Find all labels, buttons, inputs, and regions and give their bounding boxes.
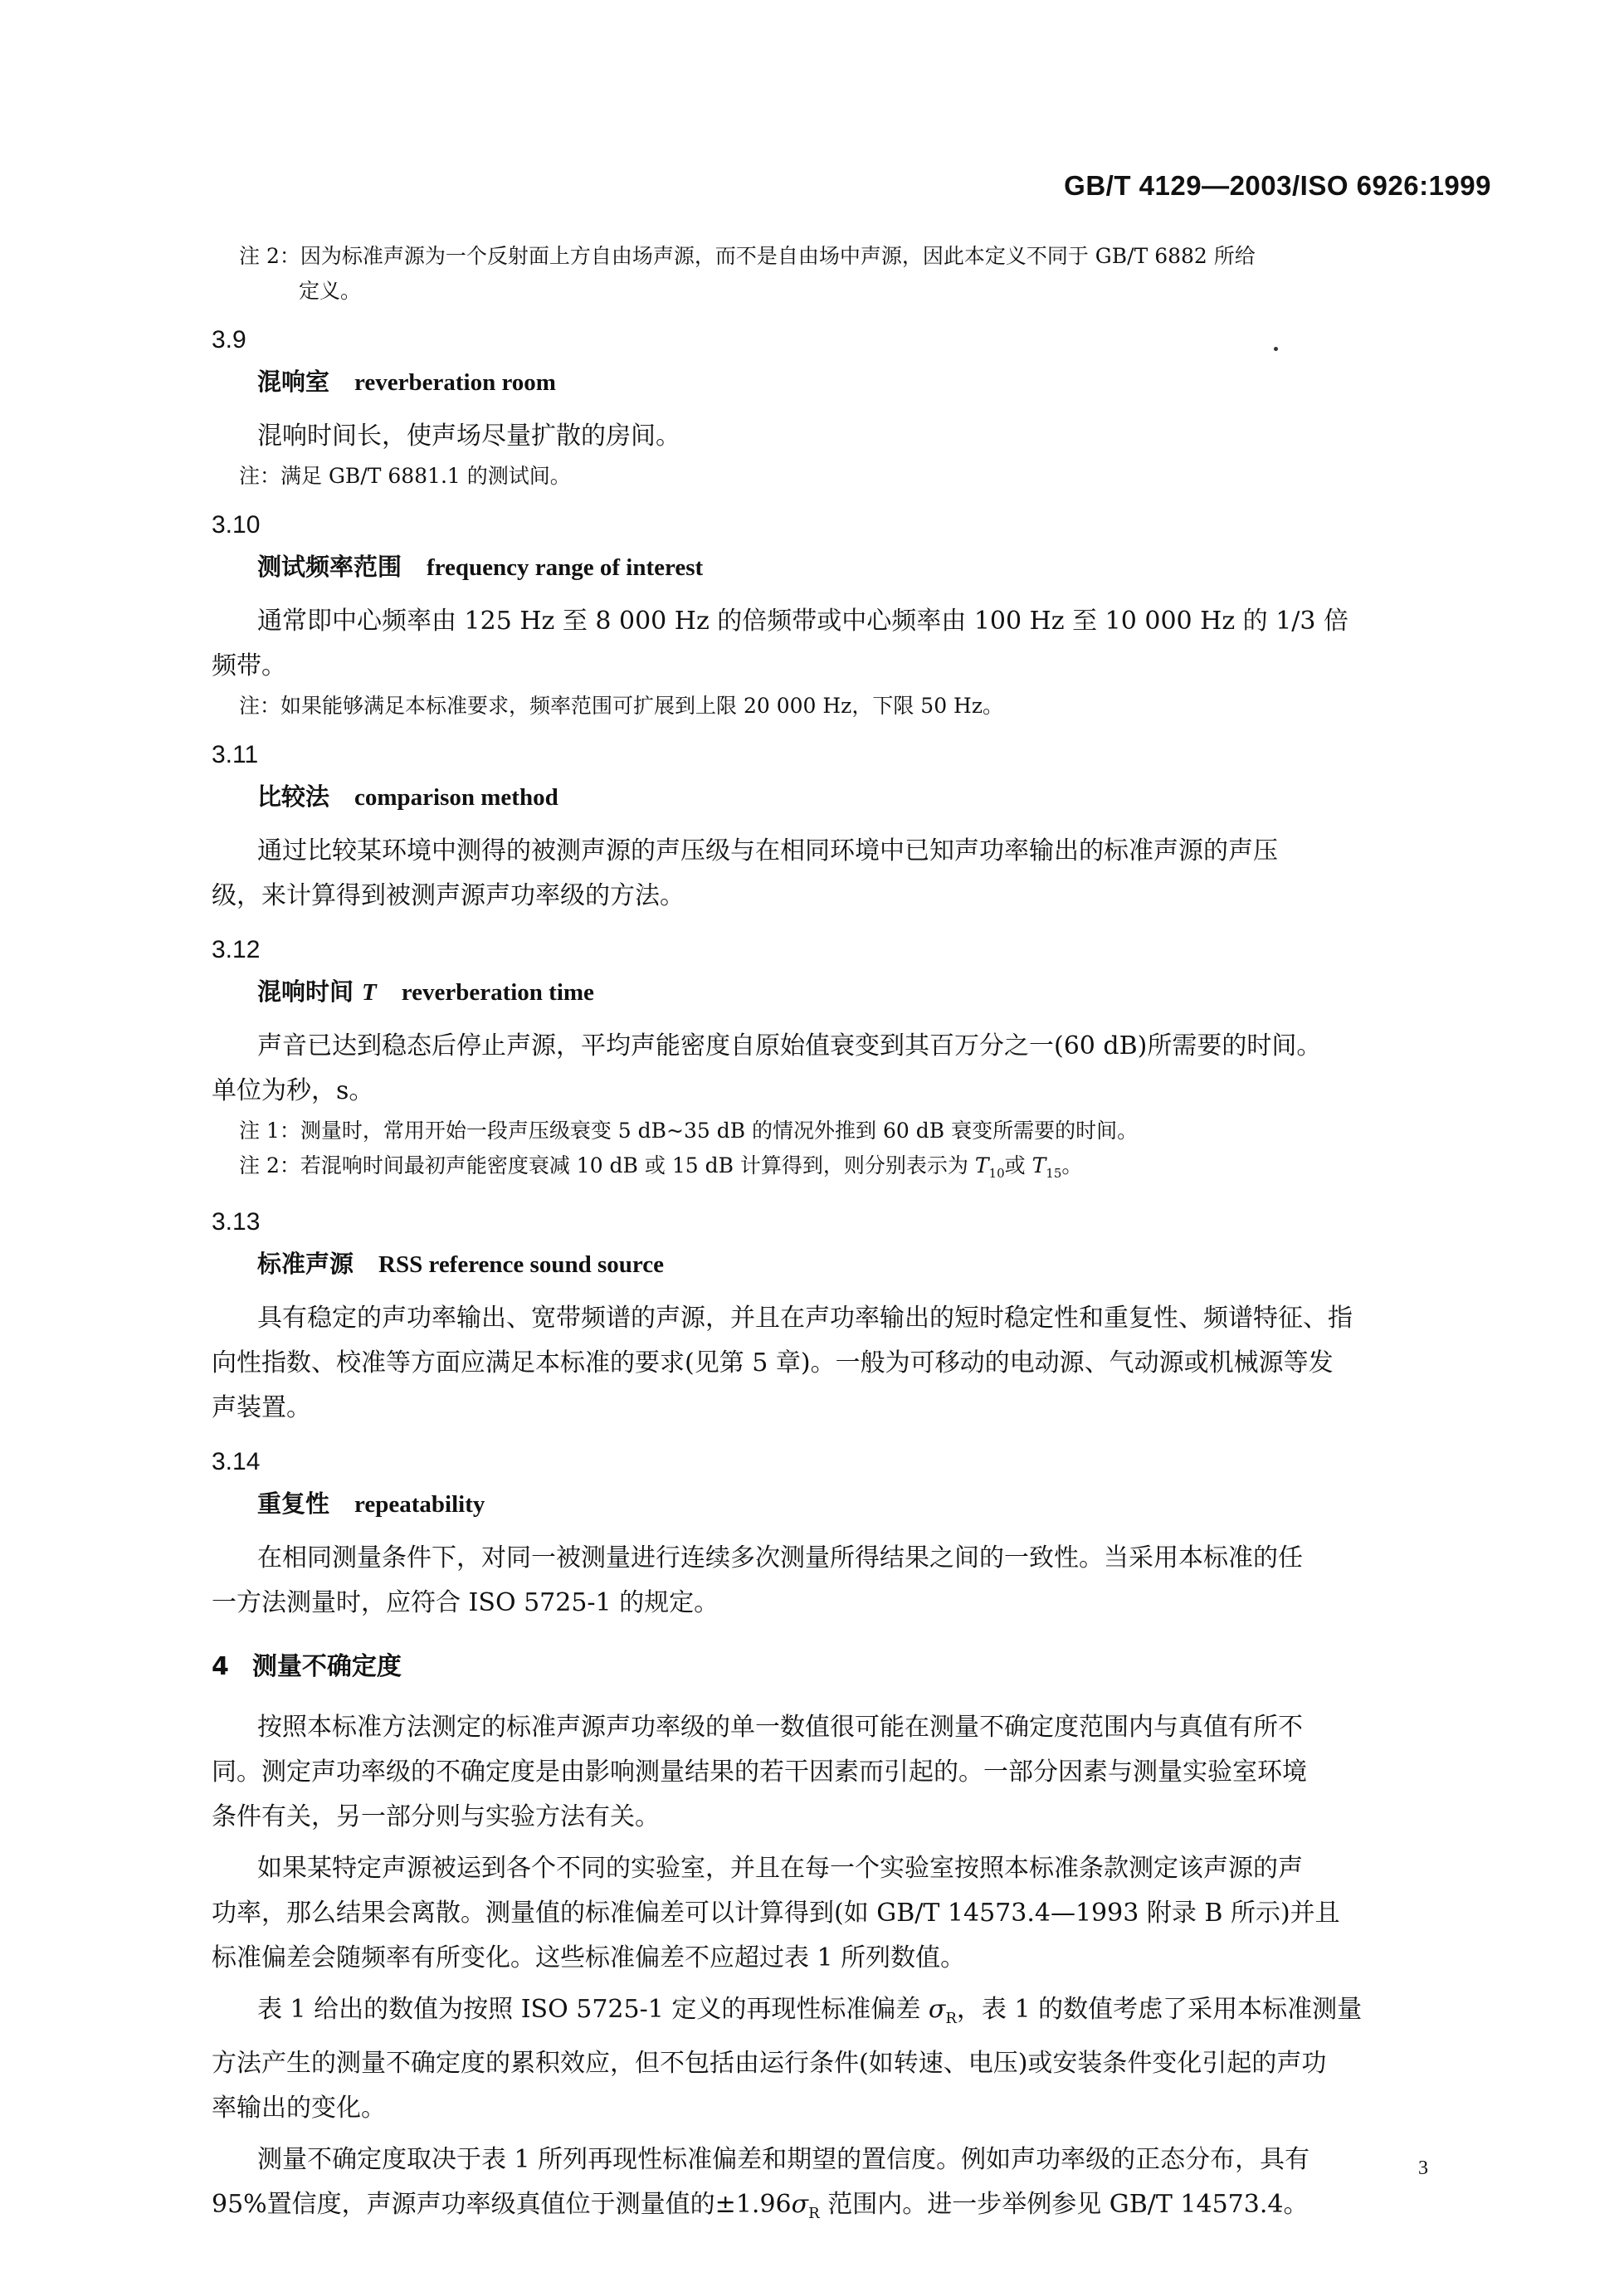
paragraph-line: 功率，那么结果会离散。测量值的标准偏差可以计算得到(如 GB/T 14573.4—1993 附录 B 所示)并且 [212, 1899, 1340, 1928]
term-heading [257, 552, 1498, 583]
paragraph-line: 条件有关，另一部分则与实验方法有关。 [212, 1802, 660, 1831]
clause-number: 3.9 [212, 326, 246, 353]
term-zh: 混响时间 [257, 978, 354, 1006]
paragraph-line [212, 2182, 1498, 2236]
note-text: 。 [1061, 1153, 1083, 1177]
note-2-top [239, 239, 1498, 309]
subscript: 15 [1046, 1166, 1062, 1181]
note: 注：满足 GB/T 6881.1 的测试间。 [239, 464, 571, 488]
text: 范围内。进一步举例参见 GB/T 14573.4。 [819, 2190, 1309, 2219]
term-en: comparison method [354, 784, 558, 811]
subscript: R [945, 2010, 957, 2027]
paragraph-line: 方法产生的测量不确定度的累积效应，但不包括由运行条件(如转速、电压)或安装条件变化引起的声功 [212, 2049, 1327, 2078]
clause-number: 3.10 [212, 511, 261, 539]
note-text: 因为标准声源为一个反射面上方自由场声源，而不是自由场中声源，因此本定义不同于 GB/T 6882 所给 [300, 244, 1256, 268]
note: 注：如果能够满足本标准要求，频率范围可扩展到上限 20 000 Hz，下限 50 Hz。 [239, 694, 1004, 718]
note-2 [239, 1148, 1498, 1191]
paragraph-line [212, 1987, 1498, 2041]
main-content [212, 239, 1498, 2236]
section-title: 测量不确定度 [251, 1652, 402, 1681]
clause-number: 3.12 [212, 936, 261, 963]
term-zh: 标准声源 [257, 1250, 354, 1278]
term-en: repeatability [354, 1491, 485, 1518]
definition-line: 通常即中心频率由 125 Hz 至 8 000 Hz 的倍频带或中心频率由 100 Hz 至 10 000 Hz 的 1/3 倍 [257, 607, 1349, 636]
definition-line: 频带。 [212, 651, 286, 680]
text: 表 1 给出的数值为按照 ISO 5725-1 定义的再现性标准偏差 [257, 1995, 929, 2024]
text: 95%置信度，声源声功率级真值位于测量值的±1.96 [212, 2190, 792, 2219]
symbol-t: T [974, 1153, 989, 1177]
subscript: 10 [988, 1166, 1005, 1181]
sigma-symbol: σ [928, 1995, 946, 2024]
text: ，表 1 的数值考虑了采用本标准测量 [956, 1995, 1363, 2024]
term-en: RSS reference sound source [378, 1251, 664, 1278]
definition: 混响时间长，使声场尽量扩散的房间。 [257, 422, 680, 451]
definition-line: 一方法测量时，应符合 ISO 5725-1 的规定。 [212, 1588, 719, 1617]
page-number: 3 [1418, 2157, 1428, 2179]
definition-line: 具有稳定的声功率输出、宽带频谱的声源，并且在声功率输出的短时稳定性和重复性、频谱特征、指 [257, 1304, 1353, 1333]
clause-number: 3.11 [212, 741, 259, 768]
paragraph-line: 率输出的变化。 [212, 2094, 386, 2123]
term-heading [257, 1249, 1498, 1280]
note-1: 注 1：测量时，常用开始一段声压级衰变 5 dB~35 dB 的情况外推到 60 dB 衰变所需要的时间。 [239, 1119, 1139, 1143]
note-text: 或 [1004, 1153, 1032, 1177]
definition-line: 向性指数、校准等方面应满足本标准的要求(见第 5 章)。一般为可移动的电动源、气动源或机械源等发 [212, 1348, 1334, 1377]
clause-number: 3.13 [212, 1208, 261, 1236]
definition-line: 在相同测量条件下，对同一被测量进行连续多次测量所得结果之间的一致性。当采用本标准的任 [257, 1543, 1303, 1572]
term-zh: 测试频率范围 [257, 553, 402, 581]
term-zh: 比较法 [257, 783, 330, 811]
subscript: R [808, 2205, 820, 2222]
section-heading [212, 1650, 1498, 1684]
paragraph-line: 测量不确定度取决于表 1 所列再现性标准偏差和期望的置信度。例如声功率级的正态分布，具有 [257, 2145, 1310, 2174]
definition-line: 声音已达到稳态后停止声源，平均声能密度自原始值衰变到其百万分之一(60 dB)所需要的时间。 [257, 1031, 1322, 1060]
section-number: 4 [212, 1652, 229, 1681]
term-en: reverberation room [354, 369, 556, 396]
clause-number: 3.14 [212, 1448, 261, 1475]
term-zh: 重复性 [257, 1489, 330, 1518]
definition-line: 单位为秒，s。 [212, 1076, 374, 1105]
term-symbol: T [362, 979, 377, 1006]
term-en: reverberation time [401, 979, 594, 1006]
sigma-symbol: σ [791, 2190, 809, 2219]
term-heading [257, 367, 1498, 397]
note-prefix: 注 2： [239, 244, 300, 268]
paragraph-line: 同。测定声功率级的不确定度是由影响测量结果的若干因素而引起的。一部分因素与测量实验室环境 [212, 1758, 1307, 1787]
definition-line: 通过比较某环境中测得的被测声源的声压级与在相同环境中已知声功率输出的标准声源的声压 [257, 836, 1278, 865]
symbol-t: T [1031, 1153, 1046, 1177]
note-text-cont: 定义。 [299, 279, 362, 303]
standard-code-header: GB/T 4129—2003/ISO 6926:1999 [1064, 170, 1491, 201]
note-text: 注 2：若混响时间最初声能密度衰减 10 dB 或 15 dB 计算得到，则分别表示为 [239, 1153, 975, 1177]
term-heading [257, 1489, 1498, 1519]
term-en: frequency range of interest [427, 554, 704, 581]
paragraph-line: 如果某特定声源被运到各个不同的实验室，并且在每一个实验室按照本标准条款测定该声源的声 [257, 1854, 1303, 1883]
definition-line: 声装置。 [212, 1393, 311, 1422]
paragraph-line: 按照本标准方法测定的标准声源声功率级的单一数值很可能在测量不确定度范围内与真值有所不 [257, 1713, 1303, 1742]
term-heading [257, 977, 1498, 1007]
term-zh: 混响室 [257, 368, 330, 396]
paragraph-line: 标准偏差会随频率有所变化。这些标准偏差不应超过表 1 所列数值。 [212, 1943, 966, 1972]
definition-line: 级，来计算得到被测声源声功率级的方法。 [212, 881, 685, 910]
term-heading [257, 782, 1498, 812]
